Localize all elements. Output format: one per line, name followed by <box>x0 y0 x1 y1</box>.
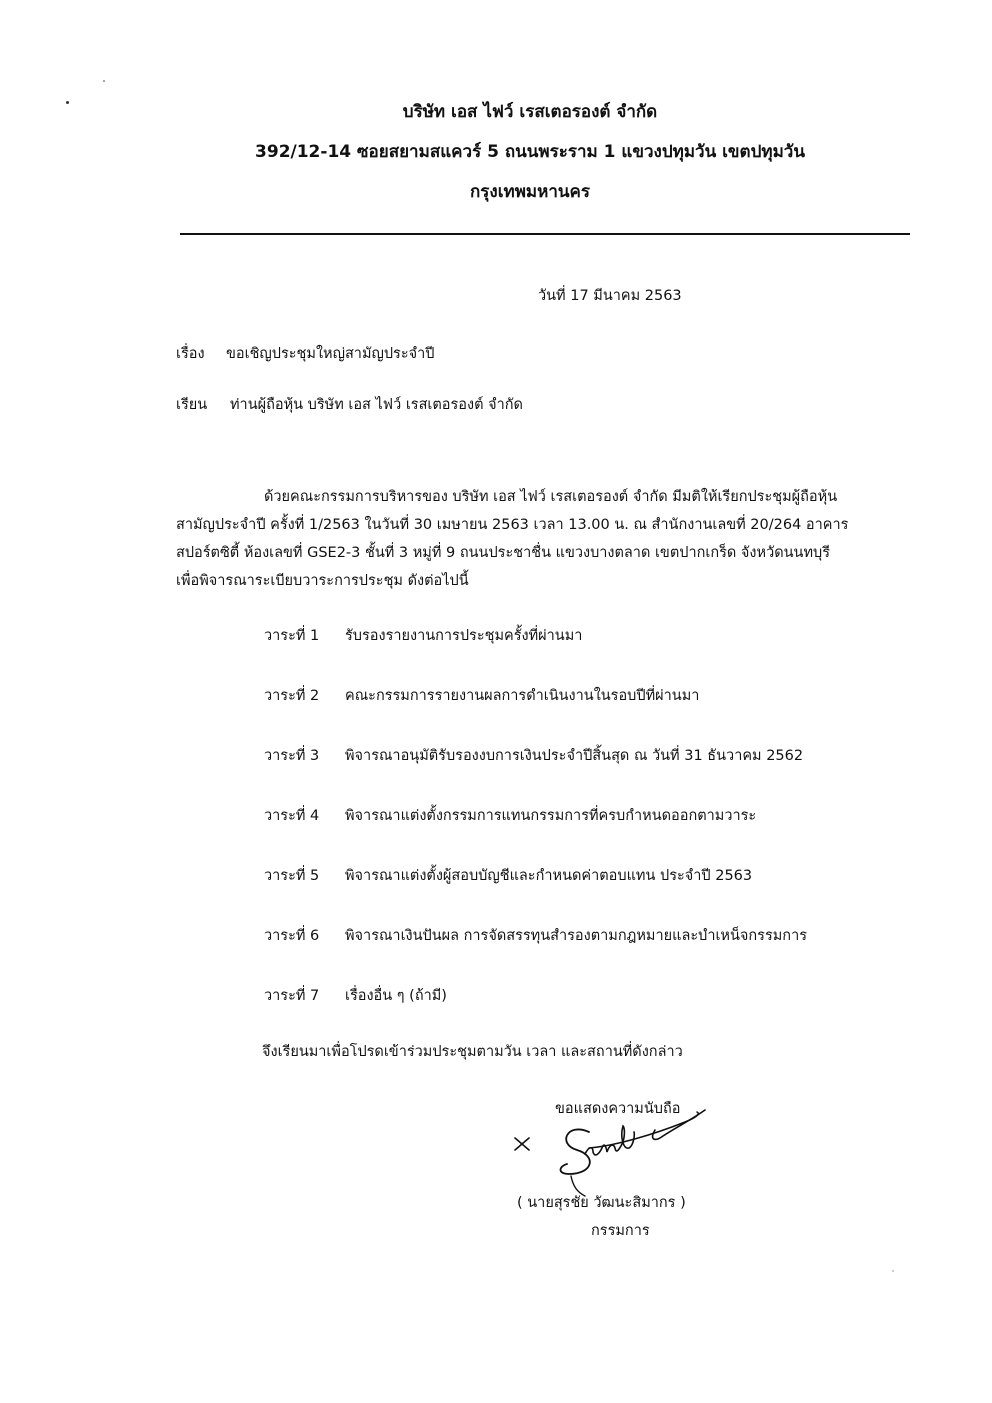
agenda-text: คณะกรรมการรายงานผลการดำเนินงานในรอบปีที่ผ่านมา <box>345 688 700 704</box>
regards-text: ขอแสดงความนับถือ <box>555 1101 681 1117</box>
scan-speck <box>103 80 105 82</box>
signatory-name: ( นายสุรชัย วัฒนะสิมากร ) <box>517 1195 686 1211</box>
signature-block <box>505 1092 745 1242</box>
company-address: 392/12-14 ซอยสยามสแควร์ 5 ถนนพระราม 1 แขวงปทุมวัน เขตปทุมวัน <box>255 142 805 162</box>
agenda-number: วาระที่ 4 <box>264 808 320 824</box>
header-divider <box>180 233 910 235</box>
closing-sentence: จึงเรียนมาเพื่อโปรดเข้าร่วมประชุมตามวัน เวลา และสถานที่ดังกล่าว <box>262 1044 683 1060</box>
agenda-text: พิจารณาอนุมัติรับรองงบการเงินประจำปีสิ้นสุด ณ วันที่ 31 ธันวาคม 2562 <box>345 748 804 764</box>
agenda-number: วาระที่ 5 <box>264 868 320 884</box>
agenda-number: วาระที่ 1 <box>264 628 320 644</box>
agenda-text: รับรองรายงานการประชุมครั้งที่ผ่านมา <box>345 628 583 644</box>
subject-label: เรื่อง <box>176 346 205 362</box>
agenda-text: พิจารณาแต่งตั้งผู้สอบบัญชีและกำหนดค่าตอบแทน ประจำปี 2563 <box>345 868 753 884</box>
company-name: บริษัท เอส ไฟว์ เรสเตอรองต์ จำกัด <box>402 102 658 122</box>
recipient-text: ท่านผู้ถือหุ้น บริษัท เอส ไฟว์ เรสเตอรองต์ จำกัด <box>230 397 523 413</box>
subject-text: ขอเชิญประชุมใหญ่สามัญประจำปี <box>226 346 435 362</box>
scan-speck <box>892 1270 894 1272</box>
body-line: ด้วยคณะกรรมการบริหารของ บริษัท เอส ไฟว์ เรสเตอรองต์ จำกัด มีมติให้เรียกประชุมผู้ถือหุ้น <box>264 489 838 505</box>
body-line: สปอร์ตซิตี้ ห้องเลขที่ GSE2-3 ชั้นที่ 3 หมู่ที่ 9 ถนนประชาชื่น แขวงบางตลาด เขตปากเกร็ด จังหวัดนนทบุรี <box>176 545 831 561</box>
company-city: กรุงเทพมหานคร <box>469 182 591 202</box>
signatory-position: กรรมการ <box>591 1223 650 1239</box>
agenda-text: พิจารณาแต่งตั้งกรรมการแทนกรรมการที่ครบกำหนดออกตามวาระ <box>345 808 757 824</box>
letter-date: วันที่ 17 มีนาคม 2563 <box>538 288 682 304</box>
agenda-number: วาระที่ 7 <box>264 988 320 1004</box>
agenda-text: พิจารณาเงินปันผล การจัดสรรทุนสำรองตามกฎหมายและบำเหน็จกรรมการ <box>345 928 808 944</box>
body-line: เพื่อพิจารณาระเบียบวาระการประชุม ดังต่อไปนี้ <box>176 573 469 589</box>
recipient-label: เรียน <box>176 397 208 413</box>
agenda-text: เรื่องอื่น ๆ (ถ้ามี) <box>345 988 447 1004</box>
agenda-number: วาระที่ 6 <box>264 928 320 944</box>
handwritten-signature <box>505 1092 745 1242</box>
body-line: สามัญประจำปี ครั้งที่ 1/2563 ในวันที่ 30 เมษายน 2563 เวลา 13.00 น. ณ สำนักงานเลขที่ 20/264 อาคาร <box>176 517 849 533</box>
agenda-number: วาระที่ 3 <box>264 748 320 764</box>
agenda-number: วาระที่ 2 <box>264 688 320 704</box>
